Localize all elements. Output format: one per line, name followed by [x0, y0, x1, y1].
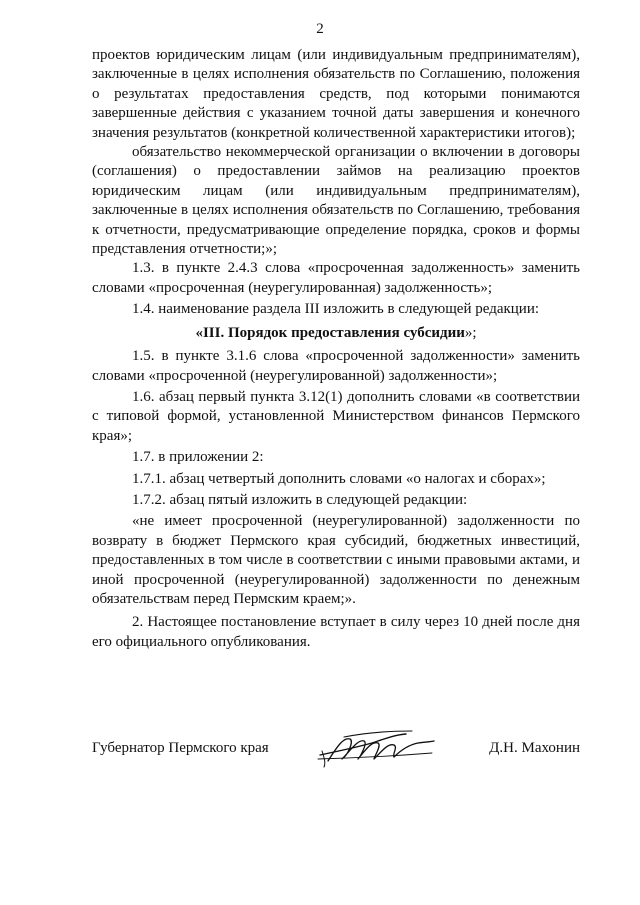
- handwritten-signature: [314, 725, 438, 769]
- paragraph-1-5: 1.5. в пункте 3.1.6 слова «просроченной задолженности» заменить словами «просроченной (неурегулированной) задолженности»;: [92, 348, 580, 384]
- paragraph-1-7-2: 1.7.2. абзац пятый изложить в следующей редакции:: [132, 491, 468, 508]
- paragraph-1-3: 1.3. в пункте 2.4.3 слова «просроченная задолженность» заменить словами «просроченная (неурегулированная) задолженность»;: [92, 260, 580, 296]
- section-heading-tail: »;: [464, 324, 477, 341]
- paragraph-2: 2. Настоящее постановление вступает в силу через 10 дней после дня его официального опубликования.: [92, 614, 580, 650]
- paragraph-continuation: проектов юридическим лицам (или индивидуальным предпринимателям), заключенные в целях исполнения обязательств по Соглашению, положения о результатах предоставления средств, под которыми понимаются завершенные действия с указанием точной даты завершения и конечного значения результатов (конкретной количественной характеристики итогов);: [92, 47, 580, 141]
- paragraph-obligation: обязательство некоммерческой организации о включении в договоры (соглашения) о предоставлении займов на реализацию проектов юридическим лицам (или индивидуальным предпринимателям), заключенные в целях исполнения обязательств по Соглашению, требования к отчетности, предусматривающие определение порядка, сроков и формы представления отчетности;»;: [92, 144, 580, 258]
- paragraph-1-6: 1.6. абзац первый пункта 3.12(1) дополнить словами «в соответствии с типовой формой, установленной Министерством финансов Пермского края»;: [92, 388, 580, 444]
- paragraph-1-7-1: 1.7.1. абзац четвертый дополнить словами «о налогах и сборах»;: [132, 470, 546, 487]
- paragraph-1-7: 1.7. в приложении 2:: [132, 449, 264, 466]
- signatory-position: Губернатор Пермского края: [92, 740, 269, 756]
- signatory-name: Д.Н. Махонин: [489, 740, 580, 756]
- signature-block: [92, 735, 580, 765]
- page-number: 2: [316, 21, 324, 37]
- paragraph-quoted-text: «не имеет просроченной (неурегулированной) задолженности по возврату в бюджет Пермского края субсидий, бюджетных инвестиций, предоставленных в том числе в соответствии с иными правовыми актами, и иной просроченной (неурегулированной) задолженности по денежным обязательствам перед Пермским краем;».: [92, 513, 580, 607]
- paragraph-1-4: 1.4. наименование раздела III изложить в следующей редакции:: [132, 301, 540, 318]
- section-heading-text: «III. Порядок предоставления субсидии: [195, 324, 465, 341]
- section-heading: [92, 324, 580, 343]
- document-body: [92, 46, 580, 652]
